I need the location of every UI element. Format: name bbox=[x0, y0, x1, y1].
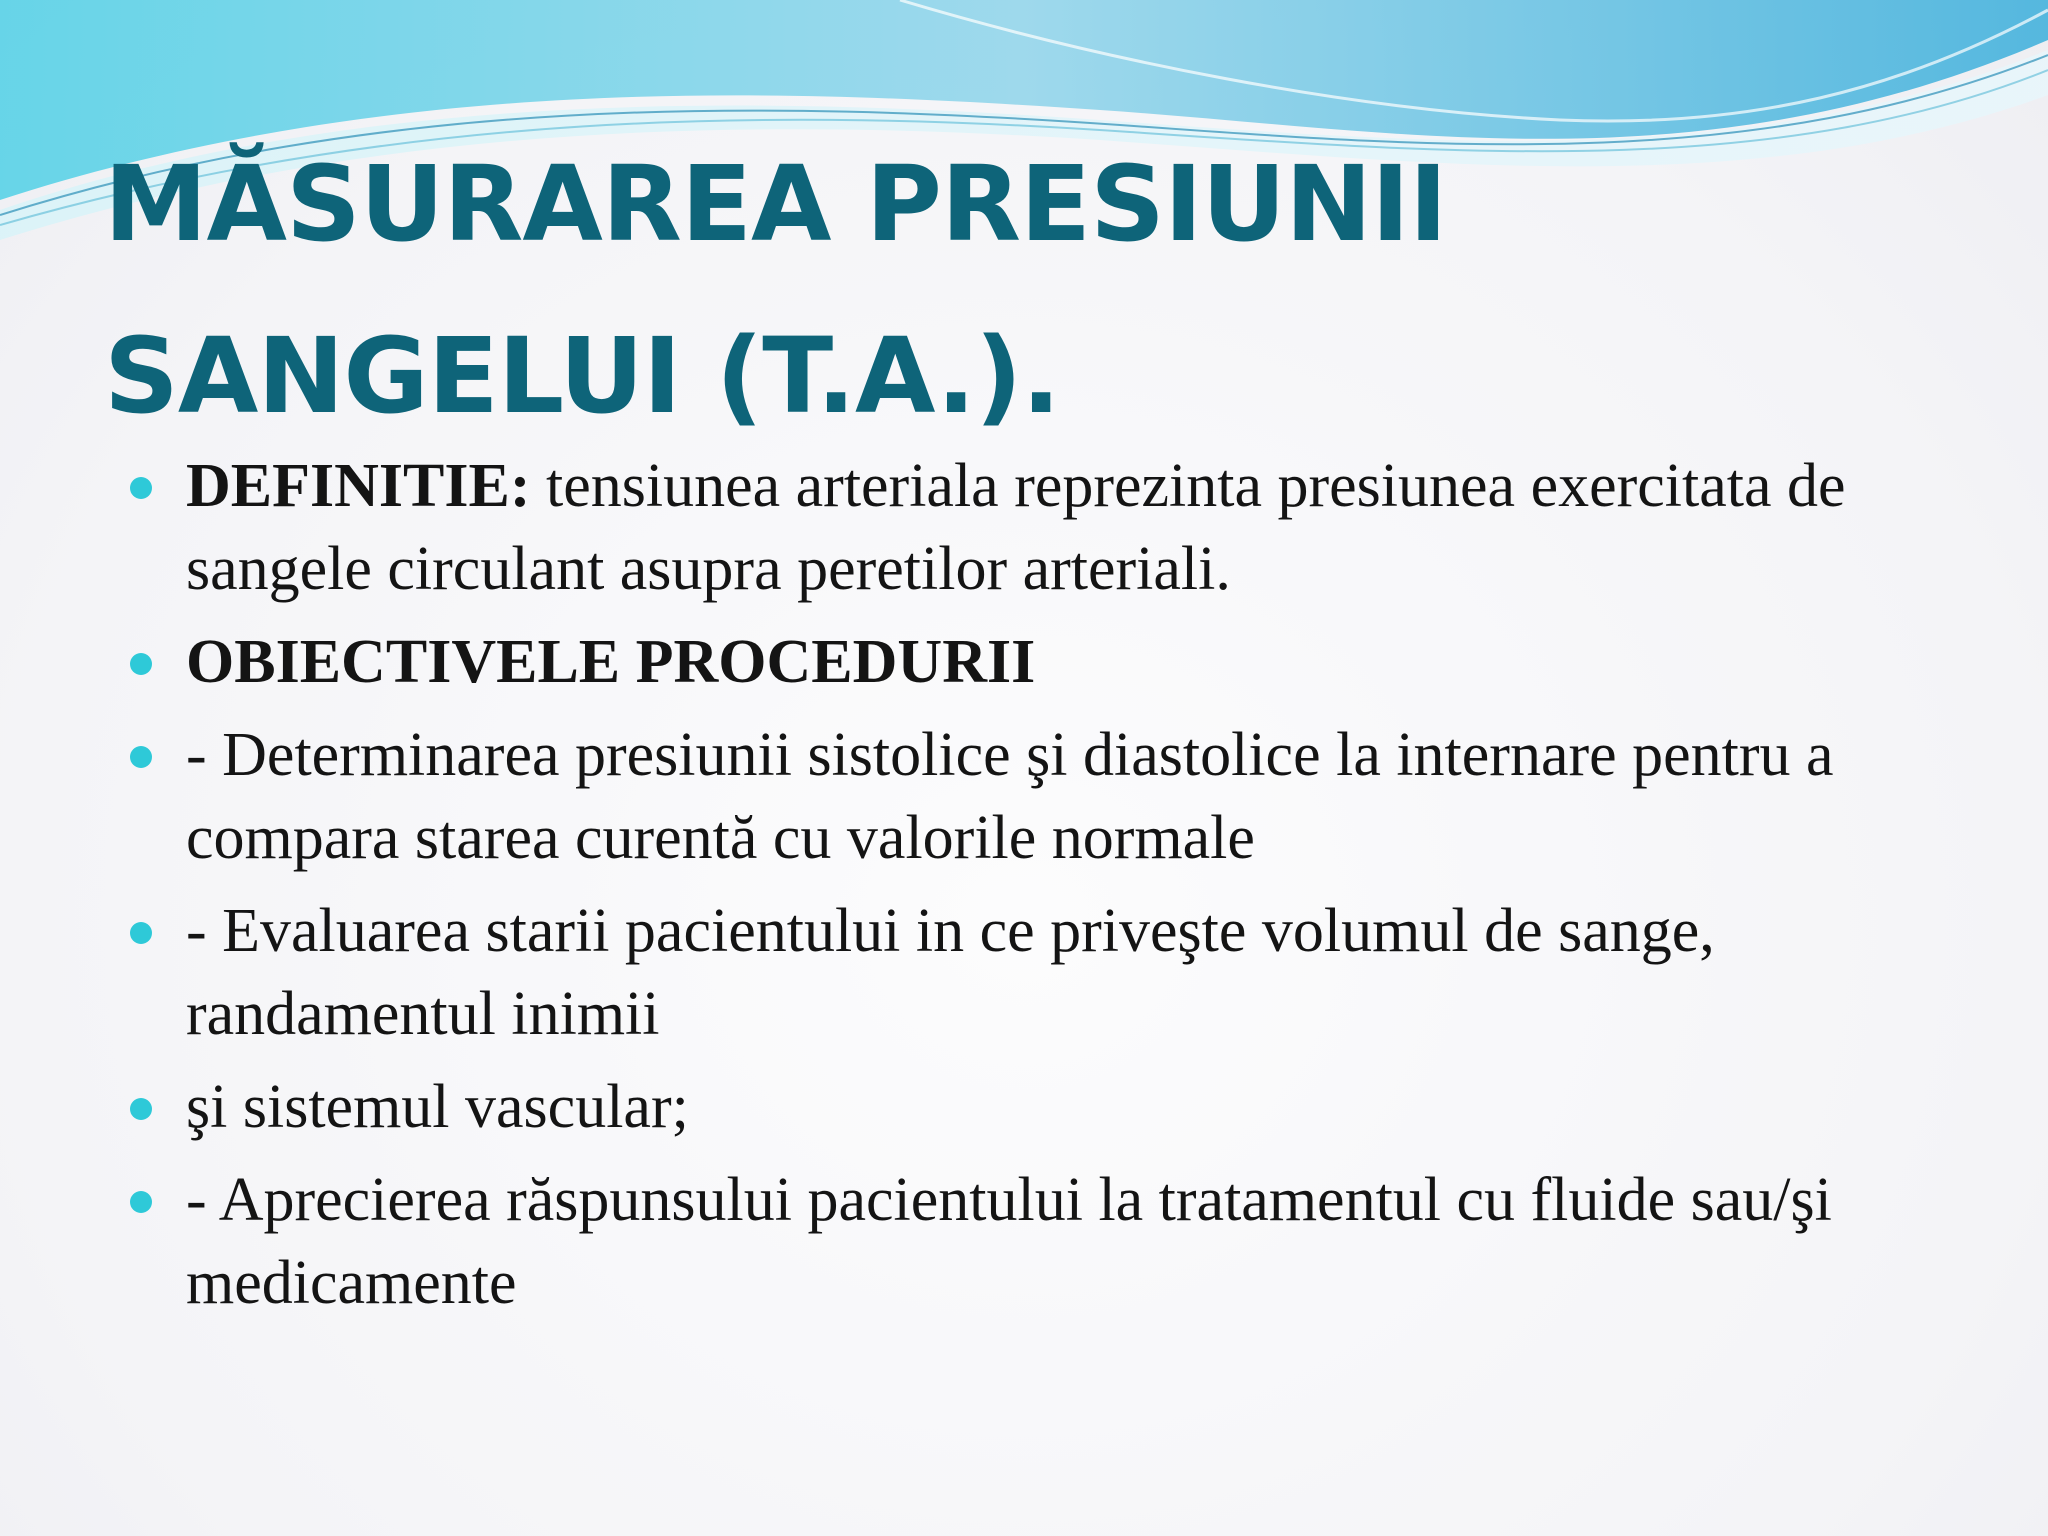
bullet-item-determination bbox=[120, 714, 1940, 880]
bullet-icon bbox=[130, 653, 152, 675]
bullet-item-definition bbox=[120, 445, 1940, 611]
bullet-icon bbox=[130, 1098, 152, 1120]
bullet-list bbox=[120, 445, 1940, 1335]
bullet-icon bbox=[130, 477, 152, 499]
bullet-icon bbox=[130, 746, 152, 768]
bullet-item-vascular bbox=[120, 1066, 1940, 1149]
bullet-bold-label: DEFINITIE: bbox=[186, 452, 531, 520]
bullet-text: - Determinarea presiunii sistolice şi diastolice la internare pentru a compara starea curentă cu valorile normale bbox=[186, 721, 1834, 872]
bullet-text: - Aprecierea răspunsului pacientului la tratamentul cu fluide sau/şi medicamente bbox=[186, 1166, 1832, 1317]
bullet-text: şi sistemul vascular; bbox=[186, 1073, 689, 1141]
bullet-text: - Evaluarea starii pacientului in ce priveşte volumul de sange, randamentul inimii bbox=[186, 897, 1715, 1048]
bullet-item-evaluation bbox=[120, 890, 1940, 1056]
slide-title: MĂSURAREA PRESIUNII SANGELUI (T.A.). bbox=[104, 143, 1447, 437]
bullet-text: tensiunea arteriala reprezinta presiunea exercitata de sangele circulant asupra peretilor arteriali. bbox=[186, 452, 1846, 603]
bullet-item-response bbox=[120, 1159, 1940, 1325]
bullet-item-objectives bbox=[120, 621, 1940, 704]
bullet-icon bbox=[130, 1191, 152, 1213]
bullet-icon bbox=[130, 922, 152, 944]
bullet-bold-label: OBIECTIVELE PROCEDURII bbox=[186, 628, 1036, 696]
